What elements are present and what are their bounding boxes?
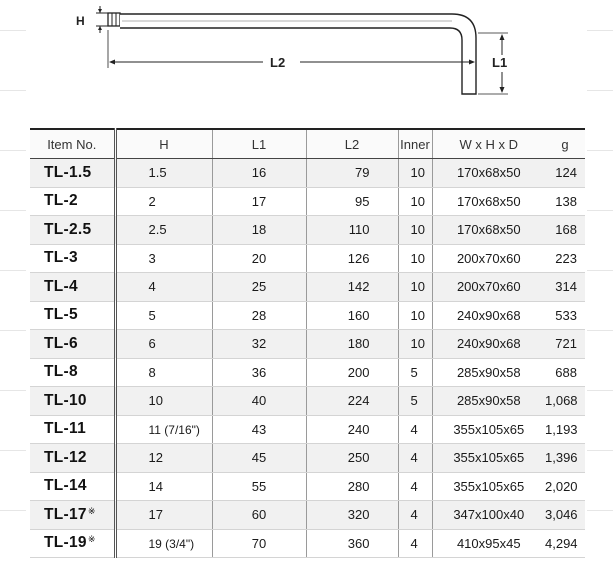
- cell-dimensions-text: 170x68x50: [456, 222, 521, 238]
- cell-l1-text: 18: [251, 222, 267, 238]
- cell-item-no-text: TL-11: [44, 420, 86, 438]
- table-row: [30, 387, 585, 416]
- cell-dimensions: [432, 387, 545, 416]
- note-mark: ※: [87, 505, 96, 516]
- hex-key-diagram: [60, 0, 540, 110]
- cell-weight-text: 3,046: [545, 507, 578, 523]
- cell-item-no-text: TL-12: [44, 448, 87, 466]
- cell-inner-text: 10: [410, 193, 425, 209]
- note-mark: ※: [87, 534, 96, 545]
- header-l2: L2: [306, 129, 398, 159]
- cell-h: [115, 187, 212, 216]
- cell-h-text: 4: [148, 279, 156, 295]
- cell-dimensions-text: 200x70x60: [456, 279, 521, 295]
- cell-l1-text: 17: [251, 193, 267, 209]
- cell-l2: [306, 358, 398, 387]
- cell-item-no-text: TL-19: [44, 534, 87, 552]
- cell-dimensions: [432, 187, 545, 216]
- cell-inner: [398, 444, 432, 473]
- cell-l2: [306, 501, 398, 530]
- cell-weight-text: 223: [555, 250, 577, 266]
- cell-inner-text: 4: [410, 478, 418, 494]
- cell-item-no-text: TL-4: [44, 277, 78, 295]
- table-header-row: [30, 129, 585, 159]
- cell-l1: [212, 330, 306, 359]
- cell-h: [115, 216, 212, 245]
- cell-l1: [212, 187, 306, 216]
- cell-weight-text: 138: [555, 193, 577, 209]
- cell-l2: [306, 330, 398, 359]
- cell-dimensions: [432, 301, 545, 330]
- cell-inner: [398, 358, 432, 387]
- cell-item-no-text: TL-2.5: [44, 220, 92, 238]
- cell-l1-text: 43: [251, 421, 267, 437]
- cell-l1-text: 40: [251, 393, 267, 409]
- cell-item-no: [30, 415, 115, 444]
- cell-dimensions: [432, 472, 545, 501]
- cell-inner-text: 4: [410, 507, 418, 523]
- cell-item-no: [30, 159, 115, 188]
- cell-dimensions-text: 200x70x60: [456, 250, 521, 266]
- cell-l2-text: 126: [347, 250, 370, 266]
- cell-h-text: 5: [148, 307, 156, 323]
- cell-h-text: 3: [148, 250, 156, 266]
- cell-l1: [212, 216, 306, 245]
- cell-l2: [306, 244, 398, 273]
- cell-weight-text: 168: [555, 222, 577, 238]
- spec-table: [30, 128, 585, 558]
- header-item-no: Item No.: [30, 129, 115, 159]
- cell-weight-text: 1,193: [545, 421, 578, 437]
- cell-l2: [306, 415, 398, 444]
- cell-inner-text: 5: [410, 393, 418, 409]
- cell-weight: [545, 159, 585, 188]
- hex-key-body: [120, 14, 476, 94]
- cell-weight: [545, 529, 585, 558]
- cell-item-no: [30, 387, 115, 416]
- header-dimensions: W x H x D: [432, 129, 545, 159]
- table-row: [30, 159, 585, 188]
- cell-l2-text: 360: [347, 535, 370, 551]
- cell-inner: [398, 244, 432, 273]
- cell-item-no: [30, 301, 115, 330]
- table-row: [30, 330, 585, 359]
- cell-l2-text: 79: [355, 165, 370, 181]
- cell-l1-text: 45: [251, 450, 267, 466]
- cell-inner: [398, 187, 432, 216]
- cell-item-no-text: TL-14: [44, 477, 87, 495]
- cell-item-no: [30, 330, 115, 359]
- cell-inner-text: 10: [410, 307, 425, 323]
- cell-dimensions-text: 355x105x65: [453, 421, 525, 437]
- cell-h-text: 8: [148, 364, 156, 380]
- cell-l1: [212, 244, 306, 273]
- cell-inner: [398, 415, 432, 444]
- cell-h-text: 6: [148, 336, 156, 352]
- cell-l1: [212, 273, 306, 302]
- cell-item-no: [30, 187, 115, 216]
- cell-h: [115, 273, 212, 302]
- cell-dimensions-text: 170x68x50: [456, 193, 521, 209]
- cell-inner: [398, 301, 432, 330]
- cell-l2-text: 95: [355, 193, 370, 209]
- cell-h: [115, 244, 212, 273]
- cell-inner: [398, 501, 432, 530]
- cell-dimensions: [432, 273, 545, 302]
- cell-weight: [545, 187, 585, 216]
- cell-h: [115, 472, 212, 501]
- cell-h-text: 2: [148, 193, 156, 209]
- cell-l2-text: 180: [347, 336, 370, 352]
- cell-weight: [545, 472, 585, 501]
- cell-dimensions: [432, 444, 545, 473]
- cell-l1: [212, 501, 306, 530]
- header-inner: Inner: [398, 129, 432, 159]
- cell-h: [115, 529, 212, 558]
- cell-dimensions-text: 240x90x68: [456, 307, 521, 323]
- cell-dimensions-text: 347x100x40: [453, 507, 525, 523]
- h-dimension-label: H: [76, 14, 85, 28]
- table-row: [30, 529, 585, 558]
- cell-inner: [398, 159, 432, 188]
- cell-l1: [212, 159, 306, 188]
- cell-h: [115, 444, 212, 473]
- cell-l1: [212, 358, 306, 387]
- cell-item-no: [30, 472, 115, 501]
- cell-h: [115, 415, 212, 444]
- l2-dimension-label: L2: [270, 55, 286, 70]
- cell-dimensions-text: 355x105x65: [453, 478, 525, 494]
- cell-dimensions: [432, 244, 545, 273]
- cell-inner-text: 10: [410, 336, 425, 352]
- cell-l1-text: 25: [251, 279, 267, 295]
- cell-h-text: 19 (3/4"): [148, 536, 195, 551]
- table-row: [30, 187, 585, 216]
- cell-l2: [306, 273, 398, 302]
- cell-l1-text: 20: [251, 250, 267, 266]
- cell-h: [115, 501, 212, 530]
- table-row: [30, 244, 585, 273]
- cell-inner: [398, 273, 432, 302]
- cell-weight: [545, 216, 585, 245]
- l1-dimension-label: L1: [492, 55, 508, 70]
- cell-dimensions-text: 285x90x58: [456, 364, 521, 380]
- cell-l1-text: 60: [251, 507, 267, 523]
- cell-l2-text: 110: [348, 222, 370, 238]
- cell-l2: [306, 301, 398, 330]
- cell-dimensions-text: 240x90x68: [456, 336, 521, 352]
- cell-dimensions-text: 355x105x65: [453, 450, 525, 466]
- header-h: H: [115, 129, 212, 159]
- cell-weight: [545, 387, 585, 416]
- cell-l2-text: 160: [347, 307, 370, 323]
- cell-item-no-text: TL-6: [44, 334, 78, 352]
- table-row: [30, 358, 585, 387]
- cell-l2: [306, 159, 398, 188]
- cell-inner-text: 10: [410, 165, 425, 181]
- cell-l2: [306, 472, 398, 501]
- cell-l1-text: 36: [251, 364, 267, 380]
- cell-l2-text: 200: [347, 364, 370, 380]
- cell-h-text: 14: [148, 478, 163, 494]
- cell-l1-text: 55: [251, 478, 267, 494]
- cell-weight: [545, 273, 585, 302]
- cell-weight-text: 314: [555, 279, 577, 295]
- cell-inner-text: 10: [410, 222, 425, 238]
- cell-weight: [545, 501, 585, 530]
- cell-h: [115, 159, 212, 188]
- cell-l2: [306, 187, 398, 216]
- cell-weight-text: 2,020: [545, 478, 578, 494]
- cell-inner-text: 4: [410, 450, 418, 466]
- cell-l1-text: 32: [251, 336, 267, 352]
- h-dimension: [96, 6, 108, 33]
- table-row: [30, 216, 585, 245]
- cell-h-text: 11 (7/16"): [148, 422, 200, 437]
- cell-item-no: [30, 358, 115, 387]
- cell-item-no-text: TL-2: [44, 192, 78, 210]
- cell-dimensions: [432, 330, 545, 359]
- table-row: [30, 273, 585, 302]
- cell-item-no-text: TL-3: [44, 249, 78, 267]
- cell-weight-text: 533: [555, 307, 577, 323]
- cell-weight: [545, 244, 585, 273]
- cell-inner: [398, 330, 432, 359]
- cell-l1-text: 28: [251, 307, 267, 323]
- cell-h-text: 1.5: [148, 165, 167, 181]
- cell-inner-text: 10: [410, 279, 425, 295]
- cell-dimensions: [432, 159, 545, 188]
- table-row: [30, 501, 585, 530]
- cell-h: [115, 301, 212, 330]
- cell-inner-text: 5: [410, 364, 418, 380]
- header-weight: g: [545, 129, 585, 159]
- cell-dimensions: [432, 216, 545, 245]
- cell-item-no-text: TL-10: [44, 391, 87, 409]
- table-row: [30, 415, 585, 444]
- cell-l1: [212, 387, 306, 416]
- cell-item-no: [30, 444, 115, 473]
- cell-inner: [398, 387, 432, 416]
- cell-h-text: 10: [148, 393, 163, 409]
- cell-item-no: [30, 273, 115, 302]
- cell-l2: [306, 529, 398, 558]
- cell-l1: [212, 415, 306, 444]
- cell-l1: [212, 301, 306, 330]
- cell-l1: [212, 444, 306, 473]
- cell-inner-text: 4: [410, 421, 418, 437]
- cell-inner: [398, 472, 432, 501]
- cell-item-no-text: TL-8: [44, 363, 78, 381]
- cell-weight-text: 688: [555, 364, 577, 380]
- cell-l2-text: 250: [347, 450, 370, 466]
- cell-item-no-text: TL-5: [44, 306, 78, 324]
- background-grid-right: [587, 0, 613, 568]
- cell-l2: [306, 387, 398, 416]
- cell-item-no-text: TL-17: [44, 505, 87, 523]
- table-row: [30, 444, 585, 473]
- cell-l2-text: 320: [347, 507, 370, 523]
- cell-l2-text: 142: [347, 279, 370, 295]
- cell-weight-text: 1,068: [545, 393, 578, 409]
- cell-l1-text: 16: [251, 165, 267, 181]
- cell-item-no: [30, 244, 115, 273]
- cell-weight-text: 721: [555, 336, 577, 352]
- table-row: [30, 301, 585, 330]
- cell-dimensions-text: 170x68x50: [456, 165, 521, 181]
- cell-inner: [398, 529, 432, 558]
- cell-h: [115, 358, 212, 387]
- cell-l2-text: 240: [347, 421, 370, 437]
- cell-l1: [212, 529, 306, 558]
- cell-h: [115, 387, 212, 416]
- cell-h: [115, 330, 212, 359]
- header-l1: L1: [212, 129, 306, 159]
- cell-l1: [212, 472, 306, 501]
- background-grid-left: [0, 0, 26, 568]
- cell-item-no: [30, 216, 115, 245]
- cell-inner-text: 10: [410, 250, 425, 266]
- cell-item-no: [30, 501, 115, 530]
- cell-weight-text: 124: [555, 165, 577, 181]
- cell-h-text: 17: [148, 507, 163, 523]
- cell-dimensions: [432, 529, 545, 558]
- cell-weight: [545, 330, 585, 359]
- cell-weight: [545, 301, 585, 330]
- cell-dimensions: [432, 501, 545, 530]
- cell-dimensions: [432, 358, 545, 387]
- cell-weight-text: 1,396: [545, 450, 578, 466]
- cell-weight-text: 4,294: [545, 535, 578, 551]
- cell-l2: [306, 216, 398, 245]
- cell-weight: [545, 358, 585, 387]
- cell-dimensions: [432, 415, 545, 444]
- cell-item-no-text: TL-1.5: [44, 163, 92, 181]
- cell-weight: [545, 444, 585, 473]
- cell-l2-text: 280: [347, 478, 370, 494]
- cell-weight: [545, 415, 585, 444]
- cell-l2-text: 224: [347, 393, 370, 409]
- table-row: [30, 472, 585, 501]
- cell-l2: [306, 444, 398, 473]
- l2-dimension: [108, 30, 476, 68]
- cell-dimensions-text: 410x95x45: [456, 535, 521, 551]
- cell-inner: [398, 216, 432, 245]
- cell-dimensions-text: 285x90x58: [456, 393, 521, 409]
- cell-inner-text: 4: [410, 535, 418, 551]
- cell-l1-text: 70: [251, 535, 267, 551]
- cell-h-text: 2.5: [148, 222, 167, 238]
- cell-h-text: 12: [148, 450, 163, 466]
- cell-item-no: [30, 529, 115, 558]
